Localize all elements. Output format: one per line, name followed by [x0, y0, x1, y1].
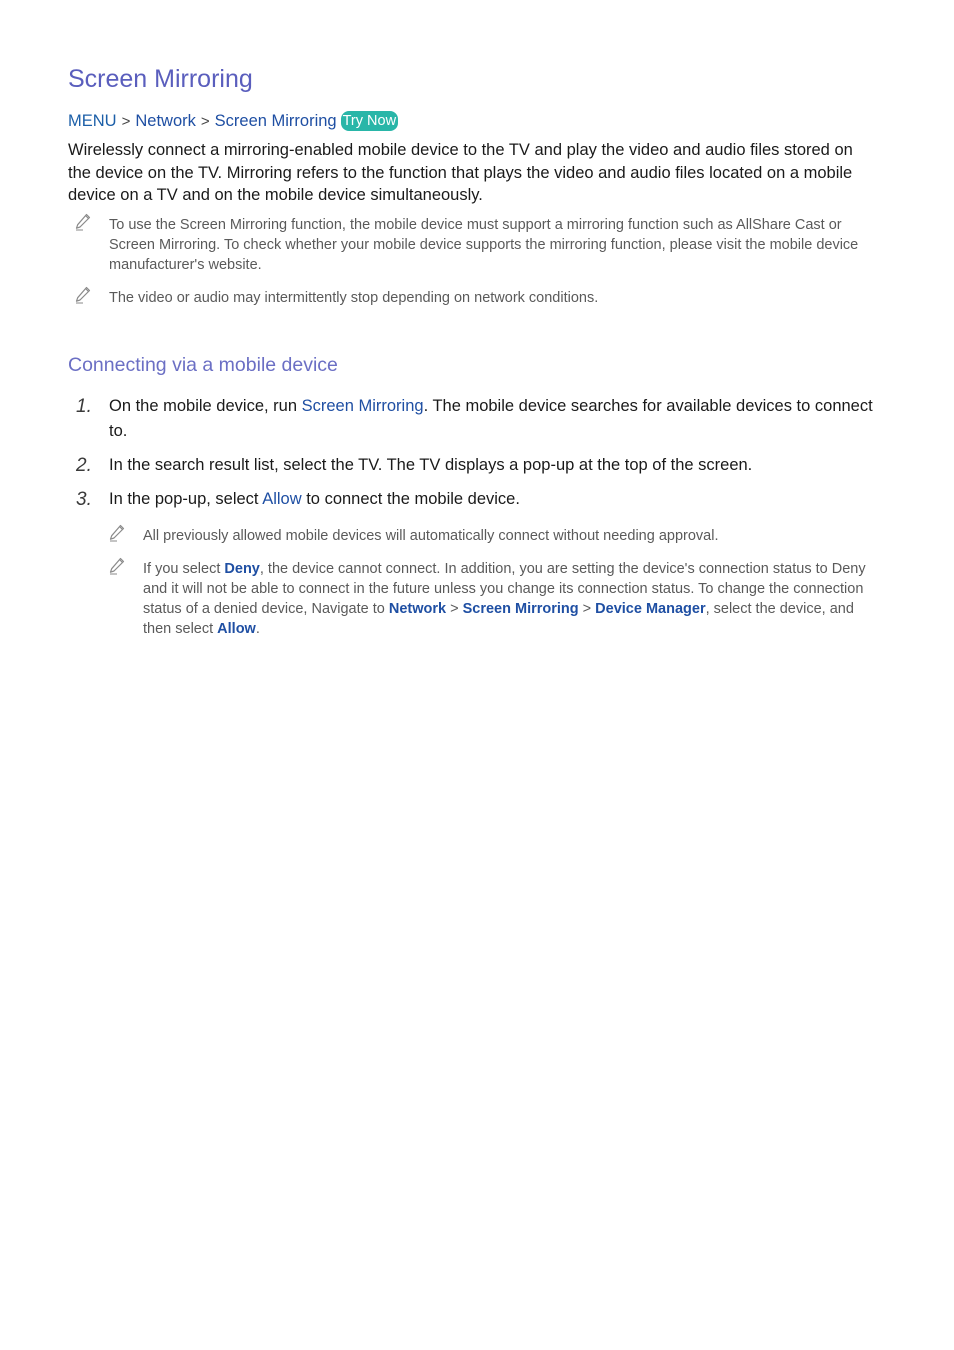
pencil-icon [108, 524, 126, 542]
pencil-icon [74, 213, 92, 231]
chevron-right-icon: > [446, 601, 463, 618]
section-title: Connecting via a mobile device [68, 354, 338, 377]
note-text: . [255, 621, 260, 638]
note [68, 288, 880, 308]
step-item [68, 487, 880, 512]
step-subnotes [102, 526, 880, 639]
note-text: All previously allowed mobile devices will automatically connect without needing approval. [143, 528, 719, 545]
note [68, 215, 880, 275]
step-text-after: to connect the mobile device. [301, 490, 520, 509]
chevron-right-icon: > [121, 113, 131, 130]
keyword-network: Network [388, 601, 447, 618]
chevron-right-icon: > [578, 601, 596, 618]
pencil-icon [108, 557, 126, 575]
step-item [68, 453, 880, 478]
step-text-before: On the mobile device, run [109, 397, 302, 416]
step-number: 3. [76, 489, 92, 511]
step-number: 1. [76, 396, 92, 418]
step-text-before: In the pop-up, select [109, 490, 263, 509]
keyword-screen-mirroring: Screen Mirroring [462, 601, 579, 618]
note-text: If you select [143, 561, 225, 578]
keyword-allow: Allow [217, 621, 256, 638]
try-now-button[interactable]: Try Now [342, 113, 397, 129]
step-text-after: . The mobile device searches for available devices to connect to. [109, 397, 873, 441]
steps-list [68, 394, 880, 512]
breadcrumb-network: Network [135, 112, 196, 130]
intro-paragraph: Wirelessly connect a mirroring-enabled mobile device to the TV and play the video and audio files stored on the device on the TV. Mirroring refers to the function that plays the video and audio files located on a mobile device on a TV and on the mobile device simultaneously. [68, 141, 853, 205]
breadcrumb-screen-mirroring: Screen Mirroring [214, 112, 337, 130]
document-page [68, 62, 880, 639]
note-text: , select the device, and then select [143, 601, 854, 638]
note-text: To use the Screen Mirroring function, the mobile device must support a mirroring function such as AllShare Cast or Screen Mirroring. To check whether your mobile device supports the mirroring function, please visit the mobile device manufacturer's website. [109, 217, 859, 274]
chevron-right-icon: > [200, 113, 210, 130]
note [102, 559, 880, 639]
keyword-allow: Allow [262, 490, 302, 509]
note [102, 526, 880, 546]
breadcrumb-menu: MENU [68, 112, 117, 130]
step-text: In the search result list, select the TV. The TV displays a pop-up at the top of the screen. [109, 456, 753, 475]
keyword-device-manager: Device Manager [595, 601, 706, 618]
note-text: , the device cannot connect. In addition, you are setting the device's connection status to Deny and it will not be able to connect in the future unless you change its connection status. To change the connection status of a denied device, Navigate to [143, 561, 866, 618]
step-number: 2. [76, 455, 92, 477]
breadcrumb [68, 110, 880, 133]
keyword-screen-mirroring: Screen Mirroring [301, 397, 424, 416]
page-title: Screen Mirroring [68, 65, 253, 93]
keyword-deny: Deny [224, 561, 260, 578]
pencil-icon [74, 286, 92, 304]
note-text: The video or audio may intermittently stop depending on network conditions. [109, 290, 599, 307]
step-item [68, 394, 880, 444]
